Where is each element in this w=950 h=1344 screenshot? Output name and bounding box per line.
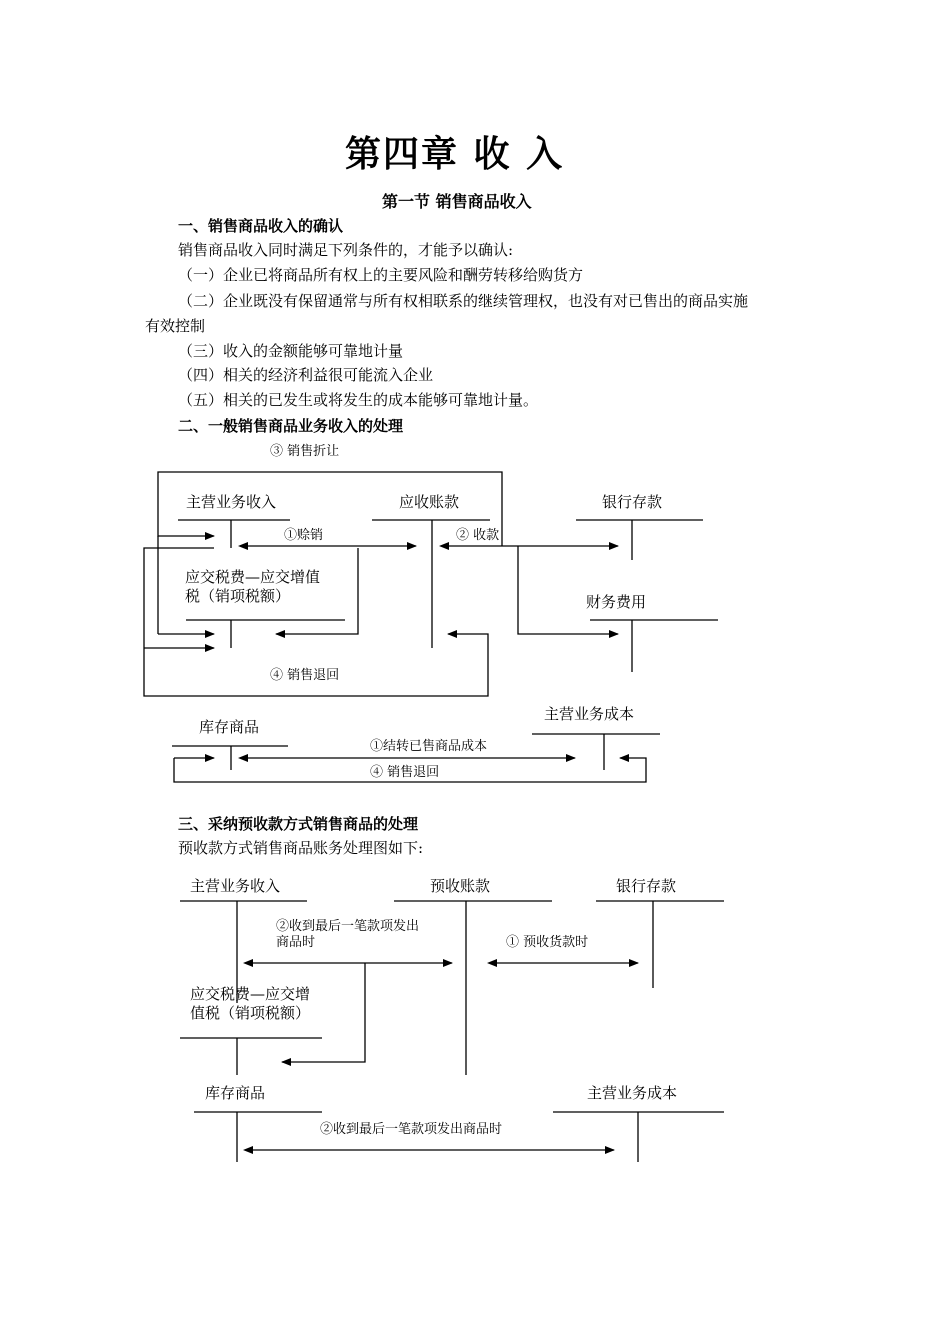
section-title: 第一节 销售商品收入: [382, 192, 532, 211]
finance-cost-arrow: [518, 546, 618, 634]
acct-vat-line1: 应交税费—应交增值: [185, 568, 321, 586]
part3-heading: 三、采纳预收款方式销售商品的处理: [178, 815, 419, 833]
condition-2: （二）企业既没有保留通常与所有权相联系的继续管理权，也没有对已售出的商品实施: [178, 292, 749, 310]
acct-receivable: 应收账款: [399, 493, 460, 511]
label-transfer-cost: ①结转已售商品成本: [370, 739, 488, 754]
acct-main-cost: 主营业务成本: [544, 705, 635, 723]
acct2-inventory: 库存商品: [205, 1084, 266, 1102]
condition-4: （四）相关的经济利益很可能流入企业: [178, 366, 434, 384]
acct-bank: 银行存款: [602, 493, 663, 511]
condition-1: （一）企业已将商品所有权上的主要风险和酬劳转移给购货方: [178, 266, 584, 284]
part1-intro: 销售商品收入同时满足下列条件的，才能予以确认:: [178, 241, 514, 259]
acct2-bank: 银行存款: [616, 877, 677, 895]
acct-finance-cost: 财务费用: [586, 593, 647, 611]
label-discount: ③ 销售折让: [270, 444, 340, 459]
acct2-vat-line1: 应交税费—应交增: [190, 985, 311, 1003]
condition-3: （三）收入的金额能够可靠地计量: [178, 342, 404, 360]
acct2-advance: 预收账款: [430, 877, 491, 895]
label2-advance-received: ① 预收货款时: [506, 935, 589, 950]
condition-5: （五）相关的已发生或将发生的成本能够可靠地计量。: [178, 391, 539, 409]
label2-last-payment-full: ②收到最后一笔款项发出商品时: [320, 1122, 503, 1137]
acct2-main-cost: 主营业务成本: [587, 1084, 678, 1102]
label-sales-return: ④ 销售退回: [270, 668, 340, 683]
label-credit-sale: ①赊销: [284, 528, 324, 543]
acct2-main-revenue: 主营业务收入: [190, 877, 281, 895]
part3-intro: 预收款方式销售商品账务处理图如下:: [178, 839, 424, 857]
part2-heading: 二、一般销售商品业务收入的处理: [178, 417, 404, 435]
acct-vat-line2: 税（销项税额）: [185, 587, 291, 605]
condition-2-cont: 有效控制: [145, 317, 206, 335]
acct-main-revenue: 主营业务收入: [186, 493, 277, 511]
label2-last-payment-1: ②收到最后一笔款项发出: [276, 919, 420, 934]
acct-inventory: 库存商品: [199, 718, 260, 736]
acct2-vat-line2: 值税（销项税额）: [190, 1004, 311, 1022]
label-collection: ② 收款: [456, 528, 500, 543]
label2-last-payment-2: 商品时: [276, 935, 316, 950]
label-sales-return-2: ④ 销售退回: [370, 765, 440, 780]
part1-heading: 一、销售商品收入的确认: [178, 217, 344, 235]
chapter-title: 第四章 收 入: [345, 133, 565, 175]
